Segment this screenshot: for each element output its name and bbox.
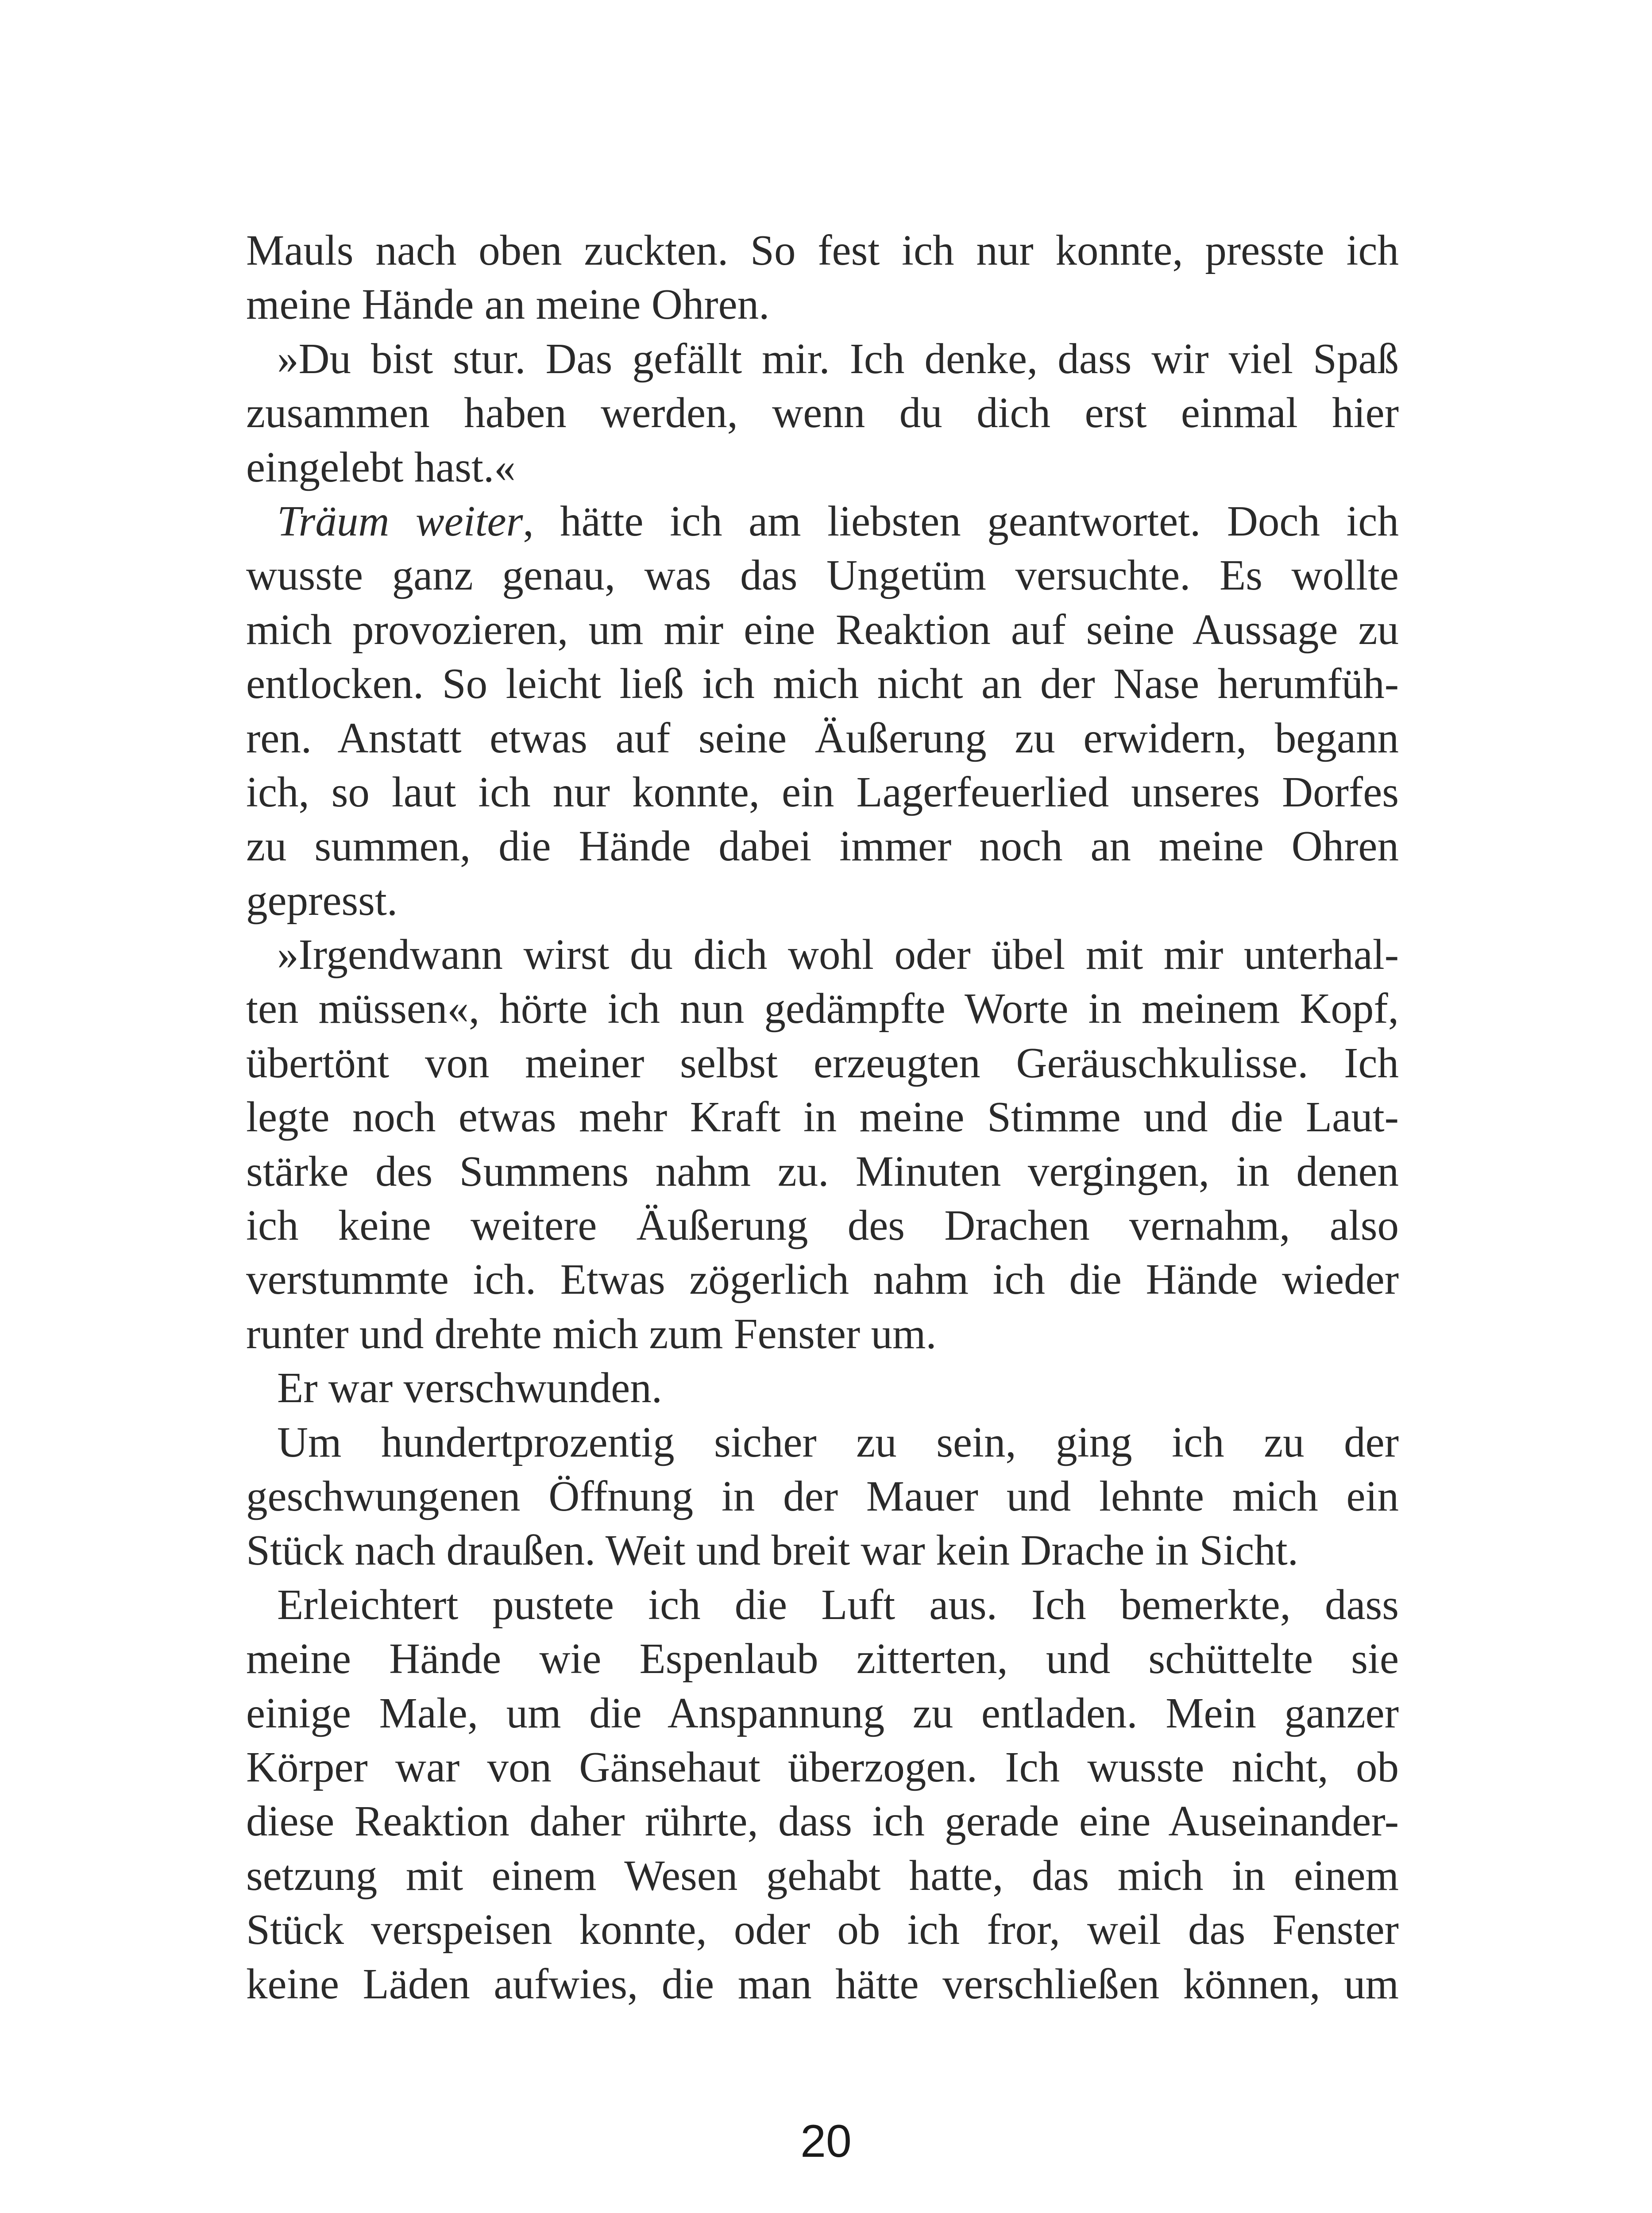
line-text: ich, so laut ich nur konnte, ein Lagerfeuerlied unseres Dorfes: [246, 768, 1399, 816]
text-line: [246, 278, 1399, 332]
text-line: [246, 332, 1399, 386]
line-text: keine Läden aufwies, die man hätte verschließen können, um: [246, 1960, 1399, 2008]
text-line: [246, 1199, 1399, 1253]
line-text: stärke des Summens nahm zu. Minuten vergingen, in denen: [246, 1147, 1399, 1195]
line-text: Mauls nach oben zuckten. So fest ich nur konnte, presste ich: [246, 227, 1399, 274]
line-text: übertönt von meiner selbst erzeugten Geräuschkulisse. Ich: [246, 1039, 1399, 1087]
text-line: [246, 1686, 1399, 1740]
line-text: ich keine weitere Äußerung des Drachen vernahm, also: [246, 1202, 1399, 1249]
body-text: [246, 224, 1399, 2011]
line-text: entlocken. So leicht ließ ich mich nicht an der Nase herumfüh-: [246, 660, 1399, 708]
line-text: mich provozieren, um mir eine Reaktion auf seine Aussage zu: [246, 605, 1399, 653]
line-text: zu summen, die Hände dabei immer noch an meine Ohren: [246, 822, 1399, 870]
text-line: [246, 1036, 1399, 1090]
line-text: Stück nach draußen. Weit und breit war kein Drache in Sicht.: [246, 1527, 1298, 1574]
text-line: [246, 1469, 1399, 1523]
text-line: [246, 1957, 1399, 2011]
line-text: »Du bist stur. Das gefällt mir. Ich denke, dass wir viel Spaß: [277, 335, 1399, 382]
line-text: diese Reaktion daher rührte, dass ich gerade eine Auseinander-: [246, 1797, 1399, 1845]
text-line: [246, 1849, 1399, 1903]
line-text: setzung mit einem Wesen gehabt hatte, das mich in einem: [246, 1851, 1399, 1899]
text-line: [246, 1361, 1399, 1415]
line-text: Er war verschwunden.: [277, 1364, 662, 1412]
text-line: [246, 1090, 1399, 1144]
text-line: [246, 1523, 1399, 1577]
text-line: [246, 386, 1399, 440]
text-line: [246, 1145, 1399, 1199]
line-text: , hätte ich am liebsten geantwortet. Doch ich: [523, 497, 1399, 545]
page-number: 20: [800, 2116, 852, 2167]
text-line: [246, 1632, 1399, 1686]
text-line: [246, 440, 1399, 494]
line-text: wusste ganz genau, was das Ungetüm versuchte. Es wollte: [246, 551, 1399, 599]
line-text: Erleichtert pustete ich die Luft aus. Ich bemerkte, dass: [277, 1581, 1399, 1628]
text-line: [246, 224, 1399, 278]
text-line: [246, 1307, 1399, 1361]
text-line: [246, 1740, 1399, 1794]
text-line: [246, 711, 1399, 765]
text-line: [246, 494, 1399, 548]
line-text: meine Hände wie Espenlaub zitterten, und schüttelte sie: [246, 1635, 1399, 1683]
text-line: [246, 1253, 1399, 1307]
line-text: eingelebt hast.«: [246, 443, 516, 491]
text-line: [246, 982, 1399, 1036]
line-text: ten müssen«, hörte ich nun gedämpfte Worte in meinem Kopf,: [246, 985, 1399, 1033]
line-text: »Irgendwann wirst du dich wohl oder übel mit mir unterhal-: [277, 931, 1399, 979]
line-text: legte noch etwas mehr Kraft in meine Stimme und die Laut-: [246, 1093, 1399, 1141]
text-line: [246, 765, 1399, 819]
text-line: [246, 928, 1399, 982]
line-text: gepresst.: [246, 876, 398, 924]
text-line: [246, 1578, 1399, 1632]
line-text: meine Hände an meine Ohren.: [246, 281, 770, 328]
line-text: Stück verspeisen konnte, oder ob ich fror, weil das Fenster: [246, 1906, 1399, 1954]
text-line: [246, 1794, 1399, 1848]
line-text: geschwungenen Öffnung in der Mauer und lehnte mich ein: [246, 1472, 1399, 1520]
line-text: verstummte ich. Etwas zögerlich nahm ich die Hände wieder: [246, 1256, 1399, 1303]
line-text: runter und drehte mich zum Fenster um.: [246, 1310, 937, 1357]
text-line: [246, 819, 1399, 873]
italic-phrase: Träum weiter: [277, 497, 523, 545]
line-text: ren. Anstatt etwas auf seine Äußerung zu erwidern, begann: [246, 714, 1399, 762]
line-text: einige Male, um die Anspannung zu entladen. Mein ganzer: [246, 1689, 1399, 1737]
text-line: [246, 603, 1399, 657]
line-text: Körper war von Gänsehaut überzogen. Ich wusste nicht, ob: [246, 1743, 1399, 1791]
text-line: [246, 1415, 1399, 1469]
text-line: [246, 1903, 1399, 1957]
line-text: Um hundertprozentig sicher zu sein, ging ich zu der: [277, 1418, 1399, 1466]
text-line: [246, 874, 1399, 928]
text-line: [246, 657, 1399, 711]
text-line: [246, 548, 1399, 602]
line-text: zusammen haben werden, wenn du dich erst einmal hier: [246, 389, 1399, 437]
